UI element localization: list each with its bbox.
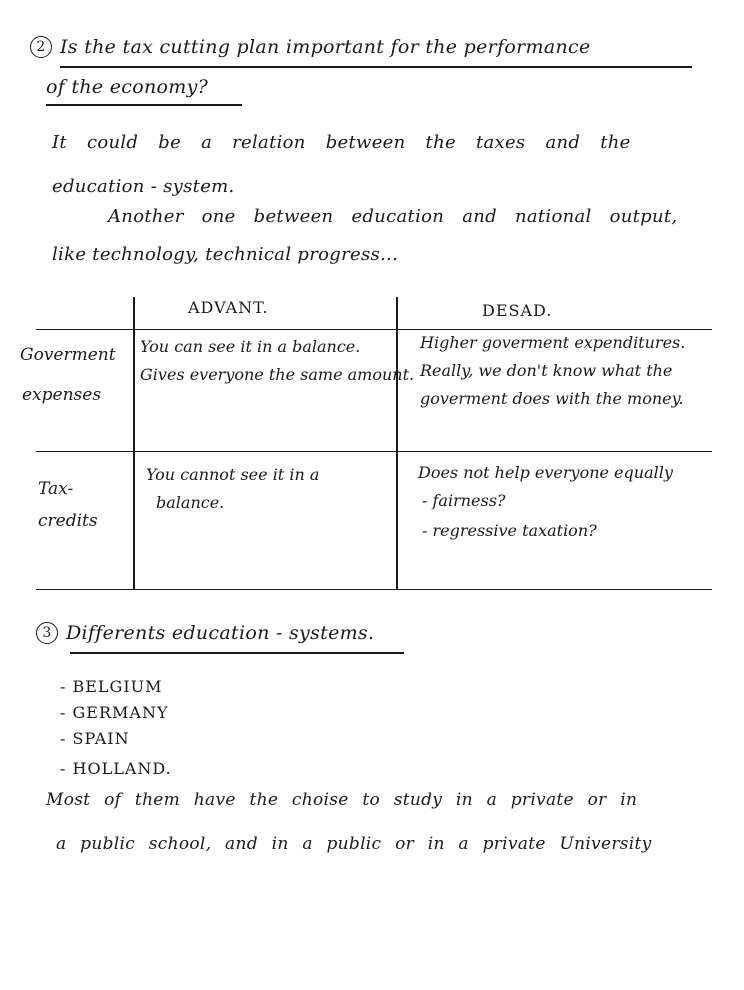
paragraph-line2: education - system. bbox=[52, 176, 235, 197]
list-item-germany: - GERMANY bbox=[60, 703, 169, 722]
underline-1 bbox=[60, 66, 692, 68]
table-hline-middle bbox=[36, 451, 712, 452]
row2-desad-line3: - regressive taxation? bbox=[422, 521, 597, 540]
section2-question-text: Is the tax cutting plan important for the performance bbox=[60, 36, 591, 58]
paragraph-line4: like technology, technical progress... bbox=[52, 244, 399, 265]
paragraph-line3: Another one between education and national output, bbox=[108, 206, 678, 227]
row1-desad-line2: Really, we don't know what the bbox=[420, 361, 673, 380]
closing-line1: Most of them have the choise to study in a private or in bbox=[46, 790, 638, 810]
section3-number: 3 bbox=[36, 622, 58, 644]
row1-desad-line3: goverment does with the money. bbox=[420, 389, 684, 408]
section2-question-line2: of the economy? bbox=[46, 76, 209, 98]
table-vline-left bbox=[133, 297, 135, 589]
header-advant: ADVANT. bbox=[188, 298, 269, 317]
row1-advant-line1: You can see it in a balance. bbox=[140, 337, 361, 356]
row2-desad-line1: Does not help everyone equally bbox=[418, 463, 673, 482]
row2-advant-line1: You cannot see it in a bbox=[146, 465, 320, 484]
underline-2 bbox=[46, 104, 242, 106]
section3-title-line bbox=[36, 622, 374, 644]
section2-question-line1 bbox=[30, 36, 591, 58]
row1-advant-line2: Gives everyone the same amount. bbox=[140, 365, 415, 384]
row2-desad-line2: - fairness? bbox=[422, 491, 506, 510]
list-item-holland: - HOLLAND. bbox=[60, 759, 172, 778]
row2-advant-line2: balance. bbox=[156, 493, 225, 512]
row1-label-line1: Goverment bbox=[20, 345, 116, 365]
list-item-spain: - SPAIN bbox=[60, 729, 130, 748]
row2-label-line1: Tax- bbox=[38, 479, 74, 499]
row1-desad-line1: Higher goverment expenditures. bbox=[420, 333, 686, 352]
section3-title: Differents education - systems. bbox=[66, 622, 375, 644]
row1-label-line2: expenses bbox=[22, 385, 102, 405]
header-desad: DESAD. bbox=[482, 301, 553, 320]
row2-label-line2: credits bbox=[38, 511, 98, 531]
list-item-belgium: - BELGIUM bbox=[60, 677, 163, 696]
underline-3 bbox=[70, 652, 404, 654]
table-hline-bottom bbox=[36, 589, 712, 590]
table-vline-right bbox=[396, 297, 398, 589]
closing-line2: a public school, and in a public or in a private University bbox=[56, 834, 652, 854]
section2-number: 2 bbox=[30, 36, 52, 58]
paragraph-line1: It could be a relation between the taxes and the bbox=[52, 132, 631, 153]
